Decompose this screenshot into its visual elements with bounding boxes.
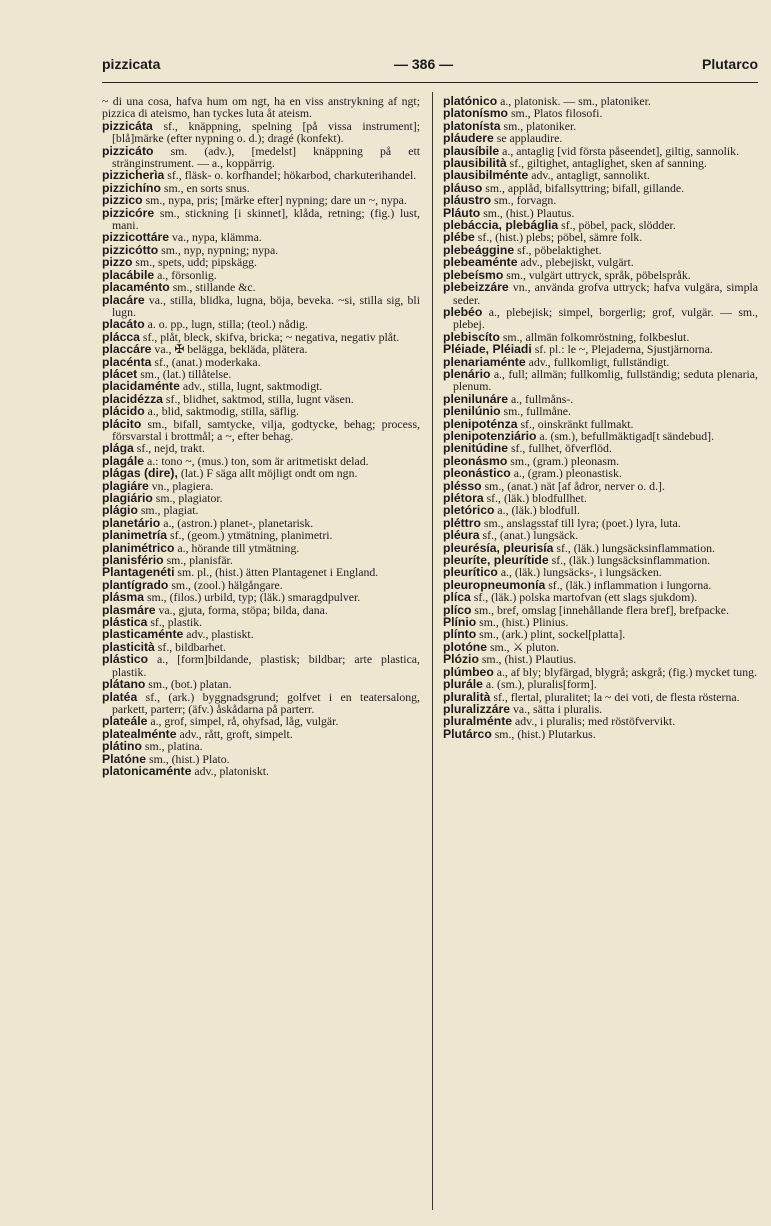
headword: pleuropneumonía	[443, 577, 546, 592]
definition: sm., vulgärt uttryck, språk, pöbelspråk.	[506, 267, 691, 282]
definition: sm., (ark.) plint, sockel[platta].	[479, 627, 626, 642]
headword: plíca	[443, 590, 471, 605]
headword: pléttro	[443, 515, 481, 530]
column-divider	[432, 92, 433, 1210]
definition: a., antaglig [vid första påseendet], giltig, sannolik.	[502, 143, 740, 158]
definition: sm., (hist.) Plinius.	[479, 615, 569, 630]
headword: plebeaménte	[443, 255, 518, 270]
headword: pizzicottáre	[102, 230, 170, 245]
definition: sm., anslagsstaf till lyra; (poet.) lyra, luta.	[483, 515, 681, 530]
definition: sm., plagiat.	[140, 503, 199, 518]
definition: a., [form]bildande, plastisk; bildbar; arte plastica, plastik.	[112, 652, 420, 679]
dictionary-entry	[443, 728, 758, 740]
definition: sf., (hist.) plebs; pöbel, sämre folk.	[477, 230, 643, 245]
definition: sf., (läk.) lungsäcksinflammation.	[551, 553, 711, 568]
definition: sf., (anat.) moderkaka.	[154, 354, 261, 369]
headword: pleurésía, pleurisía	[443, 540, 554, 555]
headword: pizzico	[102, 193, 143, 208]
headword: plátano	[102, 677, 146, 692]
dictionary-entry	[102, 207, 420, 232]
page-header	[102, 56, 758, 80]
definition: adv., stilla, lugnt, saktmodigt.	[182, 379, 323, 394]
headword: plebeággine	[443, 242, 515, 257]
definition: a., fullmåns-.	[510, 391, 574, 406]
definition: a., full; allmän; fullkomlig, fullständig; seduta plenaria, plenum.	[453, 366, 758, 394]
headword: placidézza	[102, 391, 163, 406]
definition: a., af bly; blyfärgad, blygrå; askgrå; (fig.) mycket tung.	[496, 664, 757, 679]
definition: vn., använda grofva uttryck; hafva vulgära, simpla seder.	[453, 280, 758, 307]
definition: a., försonlig.	[157, 267, 217, 282]
definition: a., blid, saktmodig, stilla, säflig.	[147, 404, 300, 419]
headword: pláudere	[443, 131, 494, 146]
headword: pleonásmo	[443, 453, 508, 468]
dictionary-entry	[102, 294, 420, 319]
headword: plácca	[102, 329, 140, 344]
definition: a. (sm.), pluralis[form].	[485, 677, 597, 692]
definition: sf., (anat.) lungsäck.	[482, 528, 579, 543]
headword: placaménto	[102, 280, 170, 295]
definition: sf., flertal, pluralitet; la ~ dei voti, de flesta rösterna.	[493, 689, 740, 704]
dictionary-entry	[102, 145, 420, 170]
headword: planisfério	[102, 553, 164, 568]
headword: plebeísmo	[443, 267, 504, 282]
headword: Platóne	[102, 751, 147, 766]
headword: planimetría	[102, 528, 168, 543]
definition: sm., Platos filosofi.	[510, 106, 603, 121]
headword: plésso	[443, 478, 482, 493]
left-column	[102, 95, 420, 777]
definition: sf., (läk.) blodfullhet.	[486, 491, 587, 505]
headword: plebéo	[443, 304, 483, 319]
dictionary-entry	[102, 95, 420, 120]
definition: sm., bifall, samtycke, vilja, godtycke, behag; process, försvarstal i brottmål; a ~, efter behag.	[112, 416, 420, 443]
definition: a., plebejisk; simpel, borgerlig; grof, vulgär. — sm., plebej.	[453, 304, 758, 332]
headword: Plínio	[443, 615, 477, 630]
headword: plága	[102, 441, 134, 456]
headword: platonísmo	[443, 106, 509, 121]
definition: sm., (hist.) Plautus.	[483, 205, 575, 220]
definition: sm., plagiator.	[155, 491, 223, 505]
definition: a., grof, simpel, rå, ohyfsad, låg, vulgär.	[150, 714, 339, 729]
headword: plagále	[102, 453, 144, 468]
definition: a., (läk.) lungsäcks-, i lungsäcken.	[500, 565, 662, 580]
definition: sm., (gram.) pleonasm.	[510, 453, 620, 468]
definition: se applaudire.	[496, 131, 563, 146]
dictionary-entry	[102, 765, 420, 777]
definition: a., (gram.) pleonastisk.	[513, 466, 622, 481]
definition: a., (astron.) planet-, planetarisk.	[163, 515, 314, 530]
definition: sf., fläsk- o. korfhandel; hökarbod, charkuterihandel.	[167, 168, 417, 183]
definition: sf., knäppning, spelning [på vissa instrument]; [blå]märke (efter nypning o. d.); dragé (konfekt).	[112, 118, 420, 146]
headword: plasticità	[102, 639, 155, 654]
headword: plátino	[102, 739, 142, 754]
headword: plausibilménte	[443, 168, 529, 183]
definition: sm., stillande &c.	[172, 280, 256, 295]
definition: sf., plåt, bleck, skifva, bricka; ~ negativa, negativ plåt.	[142, 329, 400, 344]
definition: sf., oinskränkt fullmakt.	[520, 416, 634, 431]
headword: pluralità	[443, 689, 491, 704]
definition: sf., pöbel, pack, slödder.	[561, 218, 676, 233]
headword: pláuso	[443, 180, 483, 195]
definition: adv., i pluralis; med röstöfvervikt.	[515, 714, 676, 729]
definition: sf., pöbelaktighet.	[517, 242, 602, 257]
definition: sm. (adv.), [medelst] knäppning på ett stränginstrument. — a., koppärrig.	[112, 143, 421, 171]
definition: a. (sm.), befullmäktigad[t sändebud].	[539, 428, 715, 443]
definition: sm., (hist.) Plato.	[148, 751, 230, 766]
headword: plástica	[102, 615, 148, 630]
definition: sf., giltighet, antaglighet, sken af sanning.	[509, 156, 707, 171]
headword: pleuríte, pleurítide	[443, 553, 549, 568]
definition: va., sätta i pluralis.	[513, 701, 603, 716]
definition: adv., fullkomligt, fullständigt.	[528, 354, 670, 369]
page-number: — 386 —	[394, 56, 454, 72]
definition: ~ di una cosa, hafva hum om ngt, ha en viss anstrykning af ngt; pizzica di ateismo, han tyckes luta åt ateism.	[102, 94, 420, 121]
headword: placidaménte	[102, 379, 180, 394]
definition: sf. pl.: le ~, Plejaderna, Sjustjärnorna.	[534, 342, 713, 357]
definition: sm., applåd, bifallsyttring; bifall, gillande.	[485, 180, 685, 195]
definition: sm., platoniker.	[503, 118, 577, 133]
headword: plateále	[102, 714, 148, 729]
headword: plasticaménte	[102, 627, 184, 642]
definition: sf., nejd, trakt.	[136, 441, 205, 456]
headword: Pláuto	[443, 205, 481, 220]
definition: sf., (geom.) ytmätning, planimetri.	[169, 528, 333, 543]
headword: plíco	[443, 602, 472, 617]
definition: va., nypa, klämma.	[172, 230, 262, 245]
definition: sf., (läk.) polska martofvan (ett slags sjukdom).	[473, 590, 698, 605]
running-head-left: pizzicata	[102, 56, 161, 72]
definition: adv., antagligt, sannolikt.	[531, 168, 650, 183]
definition: sf., plastik.	[150, 615, 203, 630]
definition: a., (läk.) blodfull.	[497, 503, 580, 518]
headword: plenipoténza	[443, 416, 518, 431]
definition: sm., spets, udd; pipskägg.	[135, 255, 257, 270]
headword: placábile	[102, 267, 155, 282]
dictionary-entry	[102, 691, 420, 716]
header-rule	[102, 82, 758, 83]
headword: plágio	[102, 503, 138, 518]
dictionary-entry	[443, 306, 758, 331]
headword: plagiáre	[102, 478, 149, 493]
headword: plínto	[443, 627, 477, 642]
headword: plásma	[102, 590, 145, 605]
headword: plebáccia, plebáglia	[443, 218, 559, 233]
headword: pláustro	[443, 193, 492, 208]
definition: sm., bref, omslag [innehållande flera bref], brefpacke.	[474, 602, 729, 617]
dictionary-entry	[102, 467, 420, 479]
definition: (lat.) F säga allt möjligt ondt om ngn.	[180, 466, 358, 481]
headword: plenário	[443, 366, 491, 381]
headword: pizzo	[102, 255, 133, 270]
headword: pleurítico	[443, 565, 498, 580]
definition: adv., platoniskt.	[194, 763, 269, 778]
definition: sm., (bot.) platan.	[148, 677, 232, 692]
headword: pleonástico	[443, 466, 511, 481]
definition: sf., bildbarhet.	[157, 639, 226, 654]
headword: placáto	[102, 317, 145, 332]
headword: pizzicótto	[102, 242, 159, 257]
headword: plúmbeo	[443, 664, 494, 679]
definition: a. o. pp., lugn, stilla; (teol.) nådig.	[147, 317, 308, 332]
headword: plácet	[102, 366, 138, 381]
headword: pizzicáto	[102, 143, 154, 158]
headword: plébe	[443, 230, 475, 245]
headword: plenipotenziário	[443, 428, 537, 443]
definition: sf., (läk.) inflammation i lungorna.	[548, 577, 712, 592]
headword: plausíbile	[443, 143, 500, 158]
definition: sf., blidhet, saktmod, stilla, lugnt väsen.	[165, 391, 354, 406]
definition: sm., allmän folkomröstning, folkbeslut.	[502, 329, 690, 344]
headword: plenariaménte	[443, 354, 526, 369]
headword: platónico	[443, 94, 498, 108]
dictionary-entry	[102, 120, 420, 145]
headword: Plózio	[443, 652, 479, 667]
headword: plantígrado	[102, 577, 169, 592]
definition: sm., ⚔ pluton.	[489, 639, 560, 654]
headword: plétora	[443, 491, 484, 505]
dictionary-entry	[443, 281, 758, 306]
definition: adv., plastiskt.	[186, 627, 254, 642]
definition: adv., rått, groft, simpelt.	[179, 726, 293, 741]
definition: va., ✠ belägga, bekläda, plätera.	[154, 342, 308, 357]
headword: pluralménte	[443, 714, 513, 729]
definition: sm., planisfär.	[166, 553, 233, 568]
headword: plebiscíto	[443, 329, 500, 344]
definition: sm., (filos.) urbild, typ; (läk.) smaragdpulver.	[146, 590, 361, 605]
headword: pizzicherìa	[102, 168, 165, 183]
headword: placcáre	[102, 342, 152, 357]
definition: sm. pl., (hist.) ätten Plantagenet i England.	[177, 565, 379, 580]
definition: sm., nypa, pris; [märke efter] nypning; dare un ~, nypa.	[145, 193, 407, 208]
definition: adv., plebejiskt, vulgärt.	[520, 255, 634, 270]
dictionary-entry	[102, 418, 420, 443]
definition: sm., (lat.) tillåtelse.	[140, 366, 232, 381]
definition: sm., (zool.) hälgångare.	[171, 577, 283, 592]
definition: sm., forvagn.	[494, 193, 557, 208]
headword: plotóne	[443, 639, 488, 654]
definition: sm., en sorts snus.	[163, 180, 250, 195]
definition: sm., stickning [i skinnet], klåda, retning; (fig.) lust, mani.	[112, 205, 420, 233]
headword: plebeizzáre	[443, 280, 509, 295]
definition: a.: tono ~, (mus.) ton, som är aritmetiskt delad.	[146, 453, 369, 468]
headword: plástico	[102, 652, 149, 667]
headword: pizzicóre	[102, 205, 155, 220]
headword: pizzicáta	[102, 118, 153, 133]
headword: plagiário	[102, 491, 153, 505]
headword: placénta	[102, 354, 152, 369]
headword: platonísta	[443, 118, 501, 133]
headword: plenilúnio	[443, 404, 501, 419]
headword: pizzichíno	[102, 180, 161, 195]
definition: sm., fullmåne.	[503, 404, 571, 419]
headword: Pléiade, Pléiadi	[443, 342, 532, 357]
headword: planetário	[102, 515, 161, 530]
headword: planimétrico	[102, 540, 175, 555]
right-column	[443, 95, 758, 740]
headword: plácito	[102, 416, 142, 431]
headword: plasmáre	[102, 602, 156, 617]
headword: placáre	[102, 292, 145, 307]
definition: sm., (hist.) Plautius.	[481, 652, 577, 667]
headword: platonicaménte	[102, 763, 192, 778]
definition: sm., platina.	[144, 739, 203, 754]
headword: plágas (dire),	[102, 466, 178, 481]
headword: plenilunáre	[443, 391, 509, 406]
definition: vn., plagiera.	[151, 478, 214, 493]
definition: sf., (ark.) byggnadsgrund; golfvet i en teatersalong, parkett, parterr; (äfv.) åskådarna på parterr.	[112, 689, 420, 716]
definition: va., gjuta, forma, stöpa; bilda, dana.	[158, 602, 328, 617]
running-head-right: Plutarco	[701, 56, 758, 72]
headword: plausibilità	[443, 156, 507, 171]
definition: sm., (anat.) nät [af ådror, nerver o. d.].	[484, 478, 665, 493]
headword: Plutárco	[443, 726, 492, 741]
dictionary-entry	[102, 653, 420, 678]
headword: plenitúdine	[443, 441, 508, 456]
definition: a., hörande till ytmätning.	[177, 540, 300, 555]
definition: va., stilla, blidka, lugna, böja, beveka. ~si, stilla sig, bli lugn.	[112, 292, 420, 319]
headword: pletórico	[443, 503, 495, 518]
definition: sm., (hist.) Plutarkus.	[494, 726, 596, 741]
definition: sf., fullhet, öfverflöd.	[510, 441, 612, 456]
headword: pluralizzáre	[443, 701, 511, 716]
definition: a., platonisk. — sm., platoniker.	[500, 94, 651, 108]
headword: platéa	[102, 689, 138, 704]
definition: sm., nyp, nypning; nypa.	[161, 242, 279, 257]
headword: plácido	[102, 404, 145, 419]
dictionary-entry	[443, 368, 758, 393]
definition: sf., (läk.) lungsäcksinflammation.	[556, 540, 715, 555]
headword: Plantagenéti	[102, 565, 175, 580]
headword: pléura	[443, 528, 480, 543]
headword: plurále	[443, 677, 483, 692]
headword: platealménte	[102, 726, 177, 741]
